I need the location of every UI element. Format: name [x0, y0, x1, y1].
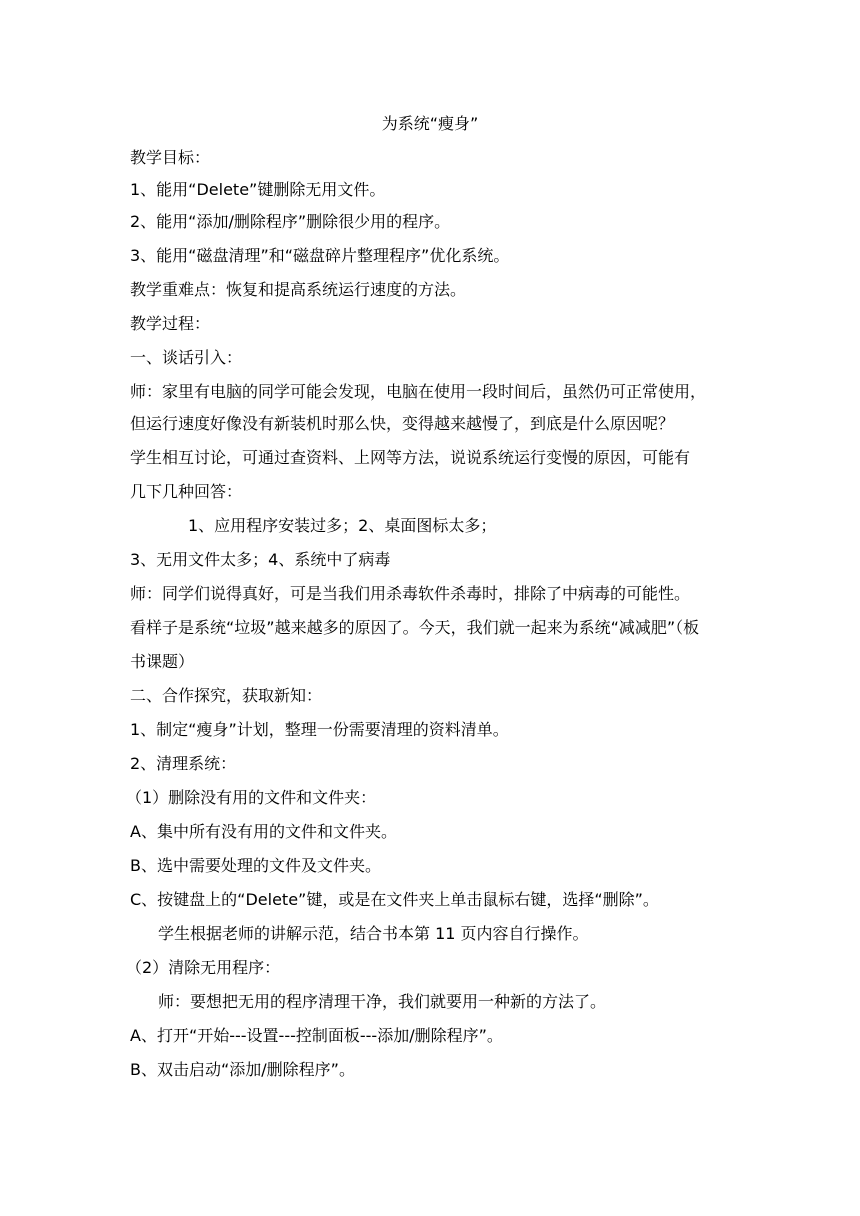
paragraph: 1、能用“Delete”键删除无用文件。 [130, 180, 386, 199]
paragraph-indented: 1、应用程序安装过多；2、桌面图标太多； [188, 516, 497, 535]
paragraph: （2）清除无用程序： [126, 958, 281, 977]
paragraph: 教学重难点：恢复和提高系统运行速度的方法。 [130, 280, 467, 299]
paragraph: 3、无用文件太多；4、系统中了病毒 [130, 550, 391, 569]
paragraph: 师：家里有电脑的同学可能会发现，电脑在使用一段时间后，虽然仍可正常使用， [130, 382, 707, 401]
document-title: 为系统“瘦身” [381, 114, 479, 133]
paragraph: 3、能用“磁盘清理”和“磁盘碎片整理程序”优化系统。 [130, 246, 510, 265]
paragraph: 学生相互讨论，可通过查资料、上网等方法，说说系统运行变慢的原因，可能有 [130, 448, 691, 467]
section-heading-explore: 二、合作探究，获取新知： [130, 686, 323, 705]
paragraph: C、按键盘上的“Delete”键，或是在文件夹上单击鼠标右键，选择“删除”。 [130, 890, 659, 909]
paragraph-indented: 学生根据老师的讲解示范，结合书本第 11 页内容自行操作。 [158, 924, 589, 943]
paragraph: 但运行速度好像没有新装机时那么快，变得越来越慢了，到底是什么原因呢？ [130, 414, 675, 433]
paragraph: 几下几种回答： [130, 482, 243, 501]
paragraph: 师：同学们说得真好，可是当我们用杀毒软件杀毒时，排除了中病毒的可能性。 [130, 584, 691, 603]
paragraph: 书课题） [130, 652, 195, 671]
paragraph: B、双击启动“添加/删除程序”。 [130, 1060, 355, 1079]
paragraph: （1）删除没有用的文件和文件夹： [126, 788, 377, 807]
paragraph: A、打开“开始---设置---控制面板---添加/删除程序”。 [130, 1026, 503, 1045]
paragraph: 看样子是系统“垃圾”越来越多的原因了。今天，我们就一起来为系统“减减肥”（板 [130, 618, 700, 637]
paragraph: B、选中需要处理的文件及文件夹。 [130, 856, 381, 875]
paragraph: 2、能用“添加/删除程序”删除很少用的程序。 [130, 212, 451, 231]
paragraph: A、集中所有没有用的文件和文件夹。 [130, 822, 397, 841]
paragraph: 2、清理系统： [130, 754, 237, 773]
section-heading-process: 教学过程： [130, 314, 211, 333]
section-heading-intro: 一、谈话引入： [130, 348, 243, 367]
section-heading-objectives: 教学目标： [130, 148, 211, 167]
paragraph: 1、制定“瘦身”计划，整理一份需要清理的资料清单。 [130, 720, 509, 739]
paragraph-indented: 师：要想把无用的程序清理干净，我们就要用一种新的方法了。 [158, 992, 607, 1011]
